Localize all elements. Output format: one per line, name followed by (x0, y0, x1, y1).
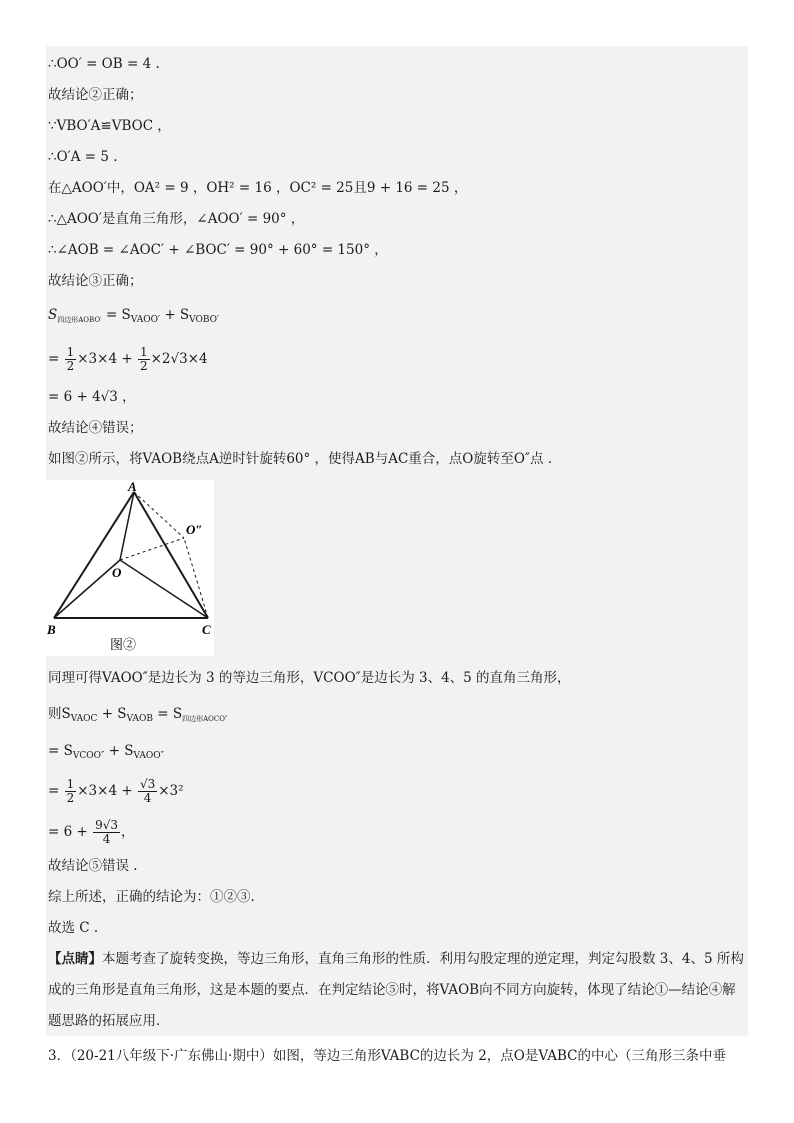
fraction (93, 819, 120, 846)
fraction (138, 346, 150, 373)
dashed-oo2 (120, 538, 184, 560)
denominator: 2 (139, 359, 148, 373)
label-b: B (47, 622, 56, 637)
denominator: 2 (66, 791, 75, 805)
segment-bo (54, 560, 120, 618)
formula-line (48, 742, 164, 765)
symbol: ×3×4 + (77, 351, 133, 367)
subscript: VAOO″ (133, 751, 165, 761)
edge-ab (54, 492, 134, 618)
formula-line (48, 705, 228, 728)
symbol: + S (101, 706, 127, 722)
segment-co (120, 560, 208, 618)
numerator: 1 (66, 345, 75, 359)
fraction (65, 346, 77, 373)
symbol: ， (121, 824, 135, 840)
symbol: + S (164, 307, 190, 323)
symbol: ×3² (158, 783, 184, 799)
text-line: = 6 + 4√3 ， (48, 389, 136, 405)
subscript: 四边形AOCO″ (182, 715, 228, 723)
triangle-diagram (46, 480, 214, 656)
dashed-ao2 (134, 492, 184, 538)
symbol: = S (157, 706, 183, 722)
denominator: 2 (66, 359, 75, 373)
symbol: ×3×4 + (77, 783, 133, 799)
text-line: ∴OO′ = OB = 4 . (48, 56, 160, 72)
text-line: 故选 C . (48, 920, 99, 936)
denominator: 4 (143, 791, 152, 805)
symbol: ×2√3×4 (150, 351, 208, 367)
text-line: 故结论⑤错误 . (48, 858, 138, 874)
next-problem: 3．（20-21八年级下·广东佛山·期中）如图，等边三角形VABC的边长为 2，点O是VABC的中心（三角形三条中垂 (48, 1048, 726, 1064)
numerator: 9√3 (95, 818, 119, 832)
fraction (138, 778, 157, 805)
symbol: = 6 + (48, 824, 88, 840)
symbol: = (48, 351, 60, 367)
label-o: O (112, 565, 122, 580)
subscript: 四边形AOBO′ (57, 316, 102, 324)
symbol: 则S (48, 706, 71, 722)
text-line: 故结论③正确； (48, 273, 143, 289)
edge-ac (134, 492, 208, 618)
subscript: VAOB (126, 714, 153, 724)
text-line: 如图②所示，将VAOB绕点A逆时针旋转60° ，使得AB与AC重合，点O旋转至O″点 . (48, 451, 553, 467)
text-line: ∴△AOO′是直角三角形，∠AOO′ = 90° ， (48, 211, 305, 227)
text-line: 故结论④错误； (48, 420, 143, 436)
figure-caption: 图② (110, 638, 137, 653)
figure-2 (46, 480, 214, 656)
formula-line (48, 306, 219, 329)
symbol: + S (108, 743, 134, 759)
comment-paragraph (48, 944, 748, 1037)
label-a: A (128, 480, 137, 494)
denominator: 4 (102, 832, 111, 846)
fraction (65, 778, 77, 805)
label-c: C (202, 622, 211, 637)
numerator: √3 (139, 777, 156, 791)
formula-line (48, 778, 184, 805)
subscript: VAOO′ (130, 315, 161, 325)
symbol: = S (48, 743, 73, 759)
symbol: S (48, 307, 58, 323)
comment-text: 本题考查了旋转变换，等边三角形，直角三角形的性质．利用勾股定理的逆定理，判定勾股数 3、4、5 所构成的三角形是直角三角形，这是本题的要点．在判定结论⑤时，将VAOB向不同方向旋转，体现了结论①—结论④解题思路的拓展应用． (48, 951, 744, 1029)
text-segment: OA² = 9 ，OH² = 16 ，OC² = 25且9 + 16 = 25 ， (133, 180, 468, 196)
subscript: VOBO′ (189, 315, 220, 325)
dashed-co2 (184, 538, 208, 618)
numerator: 1 (139, 345, 148, 359)
text-segment: 在△AOO′中， (48, 180, 134, 196)
formula-line (48, 346, 208, 373)
text-line: 故结论②正确； (48, 87, 143, 103)
subscript: VCOO″ (72, 751, 105, 761)
text-line: ∴O′A = 5 . (48, 149, 118, 165)
comment-tag: 【点睛】 (48, 951, 102, 967)
symbol: = (48, 783, 60, 799)
label-o-double-prime: O″ (186, 522, 203, 537)
text-line (48, 179, 467, 197)
text-line: ∴∠AOB = ∠AOC′ + ∠BOC′ = 90° + 60° = 150° ， (48, 242, 388, 258)
text-line: 同理可得VAOO″是边长为 3 的等边三角形，VCOO″是边长为 3、4、5 的直角三角形， (48, 670, 571, 686)
numerator: 1 (66, 777, 75, 791)
subscript: VAOC (70, 714, 98, 724)
formula-line (48, 819, 135, 846)
text-line: 综上所述，正确的结论为：①②③. (48, 889, 255, 905)
text-line: ∵VBO′A≌VBOC ， (48, 118, 171, 134)
symbol: = S (105, 307, 131, 323)
